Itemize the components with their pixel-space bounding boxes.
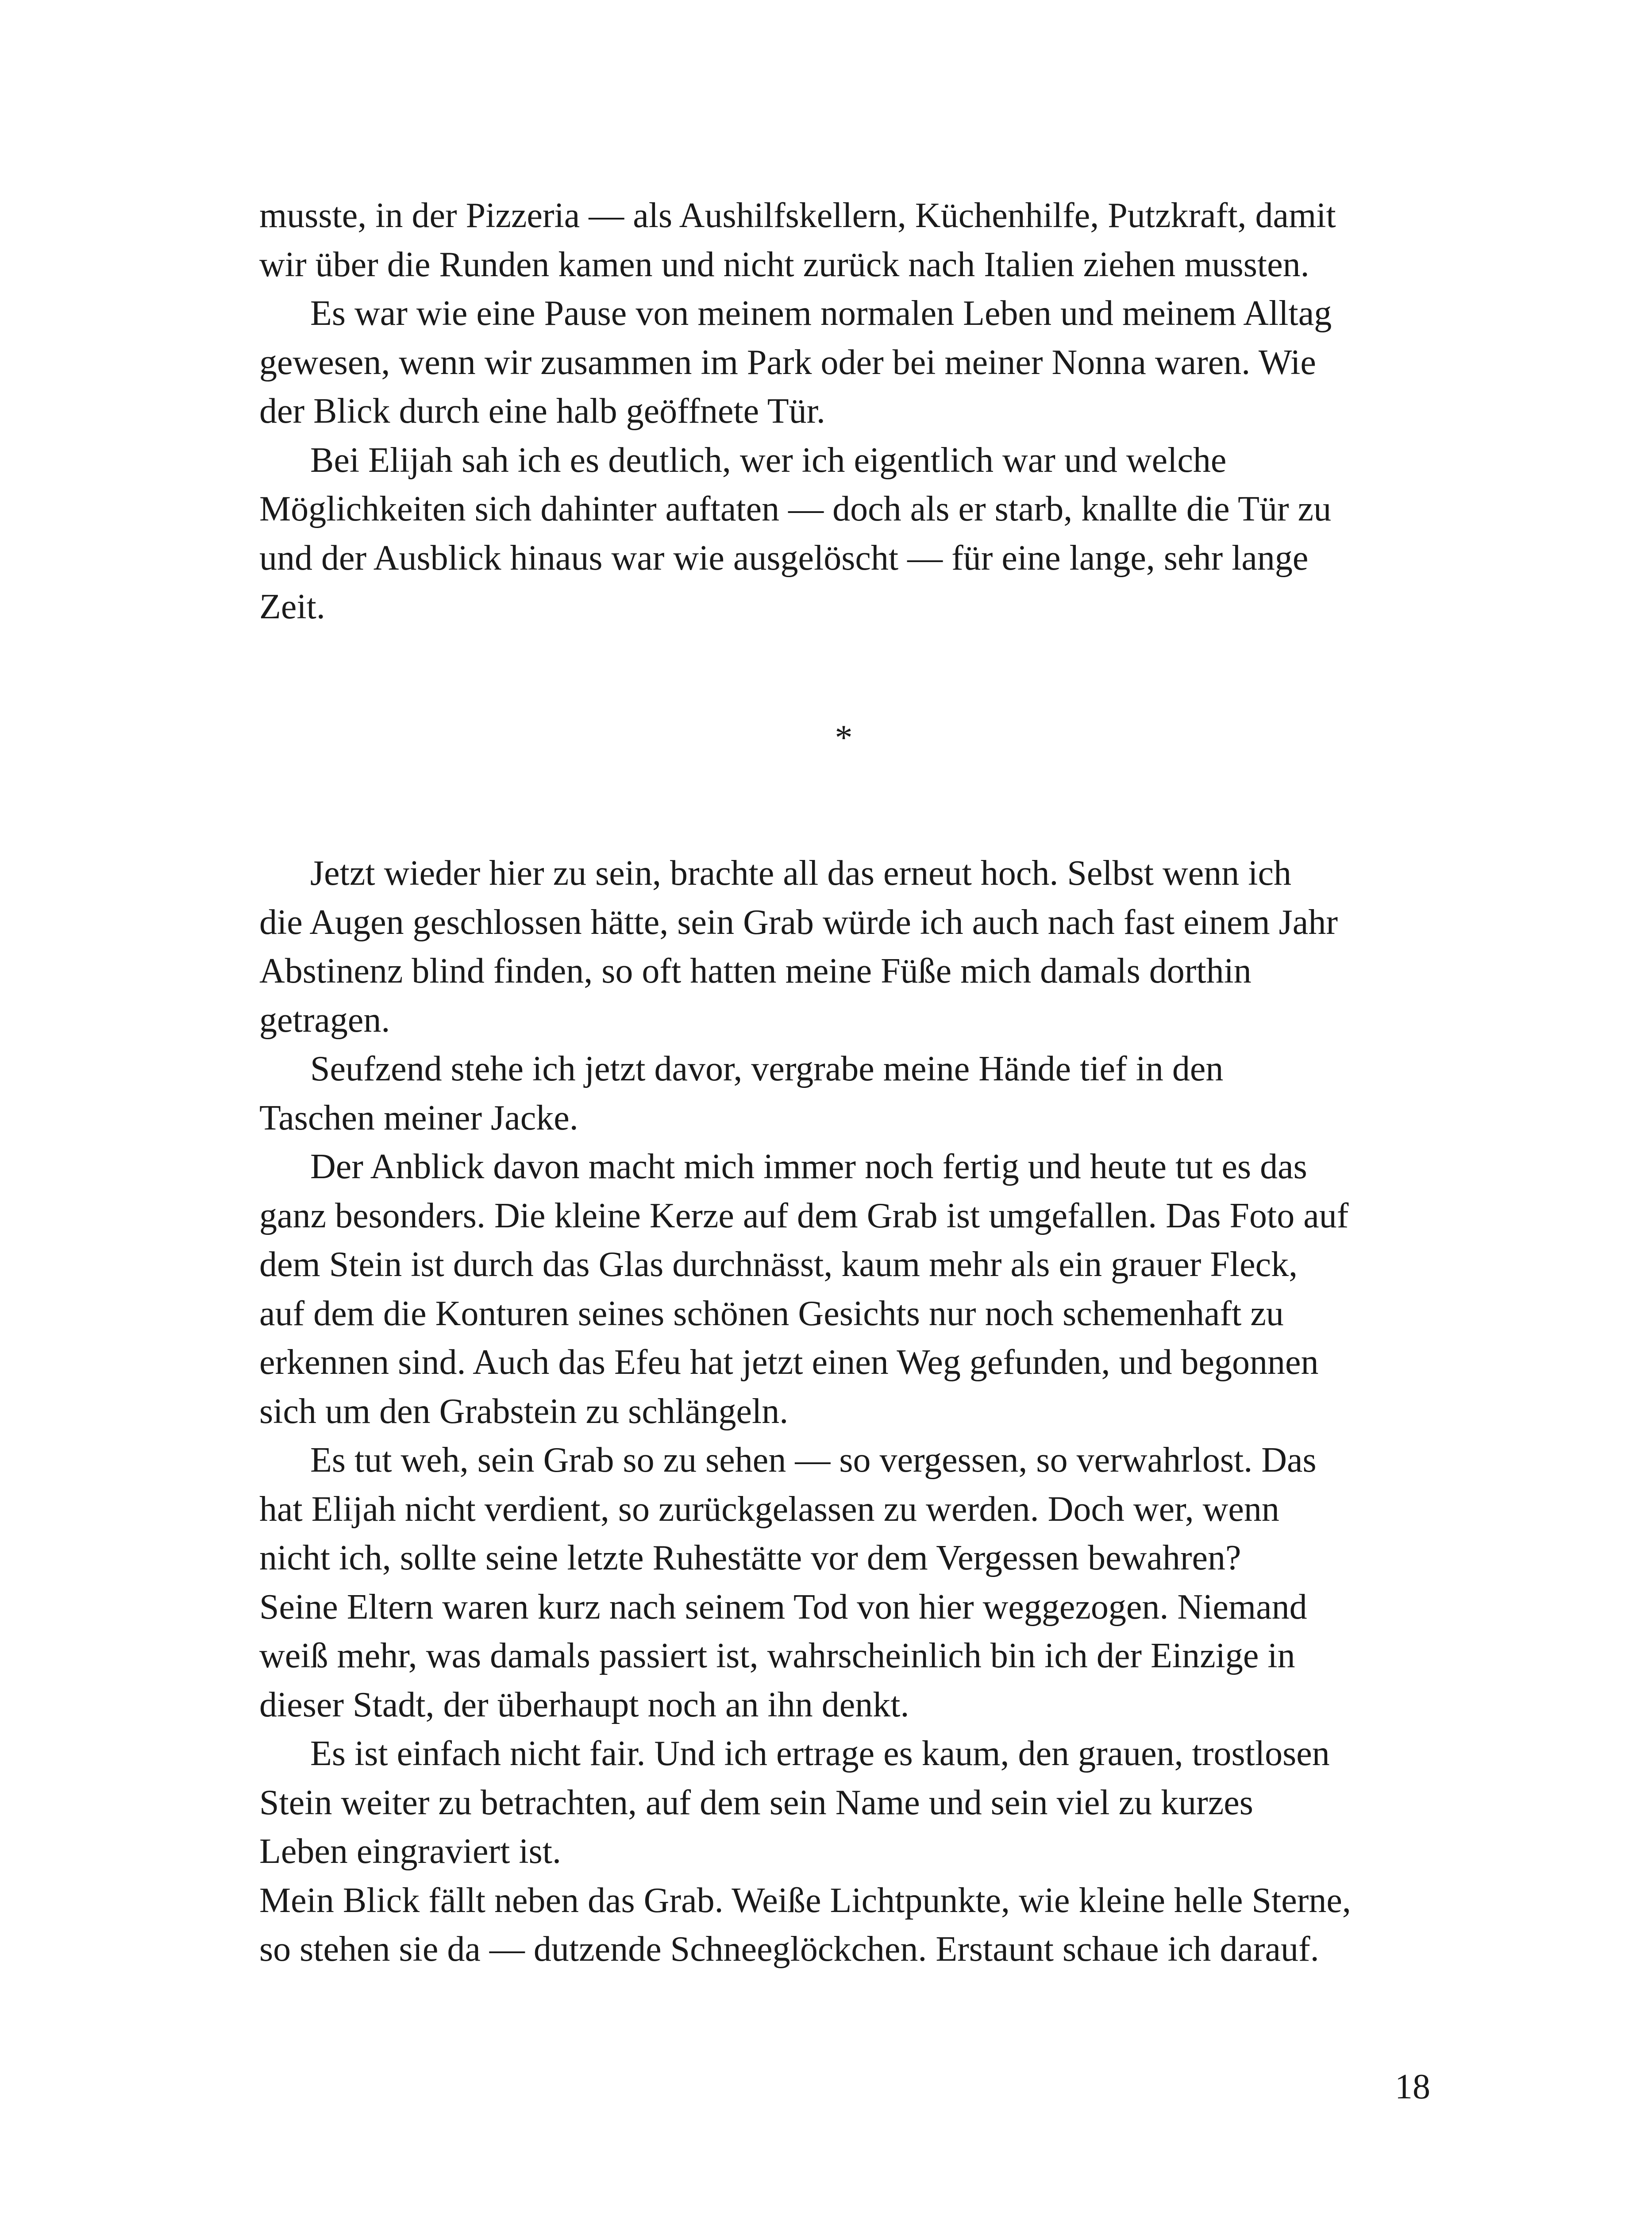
text-line: musste, in der Pizzeria — als Aushilfskellern, Küchenhilfe, Putzkraft, damit [259,196,1336,235]
text-line: Abstinenz blind finden, so oft hatten meine Füße mich damals dorthin [259,952,1252,991]
paragraph [259,191,1428,289]
scene-break-asterisk: * [835,718,853,757]
text-line: die Augen geschlossen hätte, sein Grab würde ich auch nach fast einem Jahr [259,902,1338,942]
text-line: Jetzt wieder hier zu sein, brachte all das erneut hoch. Selbst wenn ich [310,854,1291,893]
text-line: Möglichkeiten sich dahinter auftaten — doch als er starb, knallte die Tür zu [259,490,1332,528]
text-line: Es tut weh, sein Grab so zu sehen — so vergessen, so verwahrlost. Das [310,1441,1317,1480]
text-section-top [259,191,1428,632]
text-line: nicht ich, sollte seine letzte Ruhestätte vor dem Vergessen bewahren? [259,1538,1241,1577]
text-line: Der Anblick davon macht mich immer noch fertig und heute tut es das [310,1147,1307,1186]
text-line: wir über die Runden kamen und nicht zurück nach Italien ziehen mussten. [259,245,1309,284]
text-line: hat Elijah nicht verdient, so zurückgelassen zu werden. Doch wer, wenn [259,1489,1279,1529]
text-line: sich um den Grabstein zu schlängeln. [259,1392,789,1431]
paragraph [259,849,1428,1045]
text-line: erkennen sind. Auch das Efeu hat jetzt einen Weg gefunden, und begonnen [259,1343,1319,1382]
text-line: Taschen meiner Jacke. [259,1098,578,1137]
paragraph [259,289,1428,436]
text-line: weiß mehr, was damals passiert ist, wahrscheinlich bin ich der Einzige in [259,1636,1295,1675]
paragraph [259,1876,1428,1974]
text-line: und der Ausblick hinaus war wie ausgelöscht — für eine lange, sehr lange [259,538,1309,578]
text-line: getragen. [259,1000,390,1040]
paragraph [259,1436,1428,1729]
text-line: gewesen, wenn wir zusammen im Park oder bei meiner Nonna waren. Wie [259,343,1316,382]
text-line: auf dem die Konturen seines schönen Gesichts nur noch schemenhaft zu [259,1294,1284,1333]
text-line: der Blick durch eine halb geöffnete Tür. [259,392,825,431]
text-section-bottom [259,849,1428,1974]
page-number: 18 [1395,2067,1430,2106]
paragraph [259,1729,1428,1876]
text-line: Es ist einfach nicht fair. Und ich ertrage es kaum, den grauen, trostlosen [310,1734,1330,1773]
text-line: ganz besonders. Die kleine Kerze auf dem Grab ist umgefallen. Das Foto auf [259,1196,1349,1235]
text-line: Bei Elijah sah ich es deutlich, wer ich eigentlich war und welche [310,440,1227,480]
text-line: Seine Eltern waren kurz nach seinem Tod von hier weggezogen. Niemand [259,1587,1307,1627]
text-line: Seufzend stehe ich jetzt davor, vergrabe meine Hände tief in den [310,1049,1224,1088]
text-line: dem Stein ist durch das Glas durchnässt, kaum mehr als ein grauer Fleck, [259,1245,1298,1284]
paragraph [259,1142,1428,1436]
text-line: so stehen sie da — dutzende Schneeglöckchen. Erstaunt schaue ich darauf. [259,1930,1319,1969]
paragraph [259,436,1428,632]
text-line: Leben eingraviert ist. [259,1832,561,1871]
text-line: dieser Stadt, der überhaupt noch an ihn denkt. [259,1685,909,1724]
text-line: Es war wie eine Pause von meinem normalen Leben und meinem Alltag [310,294,1332,333]
text-line: Zeit. [259,587,325,626]
paragraph [259,1045,1428,1142]
text-line: Mein Blick fällt neben das Grab. Weiße Lichtpunkte, wie kleine helle Sterne, [259,1881,1351,1920]
text-line: Stein weiter zu betrachten, auf dem sein Name und sein viel zu kurzes [259,1783,1253,1822]
